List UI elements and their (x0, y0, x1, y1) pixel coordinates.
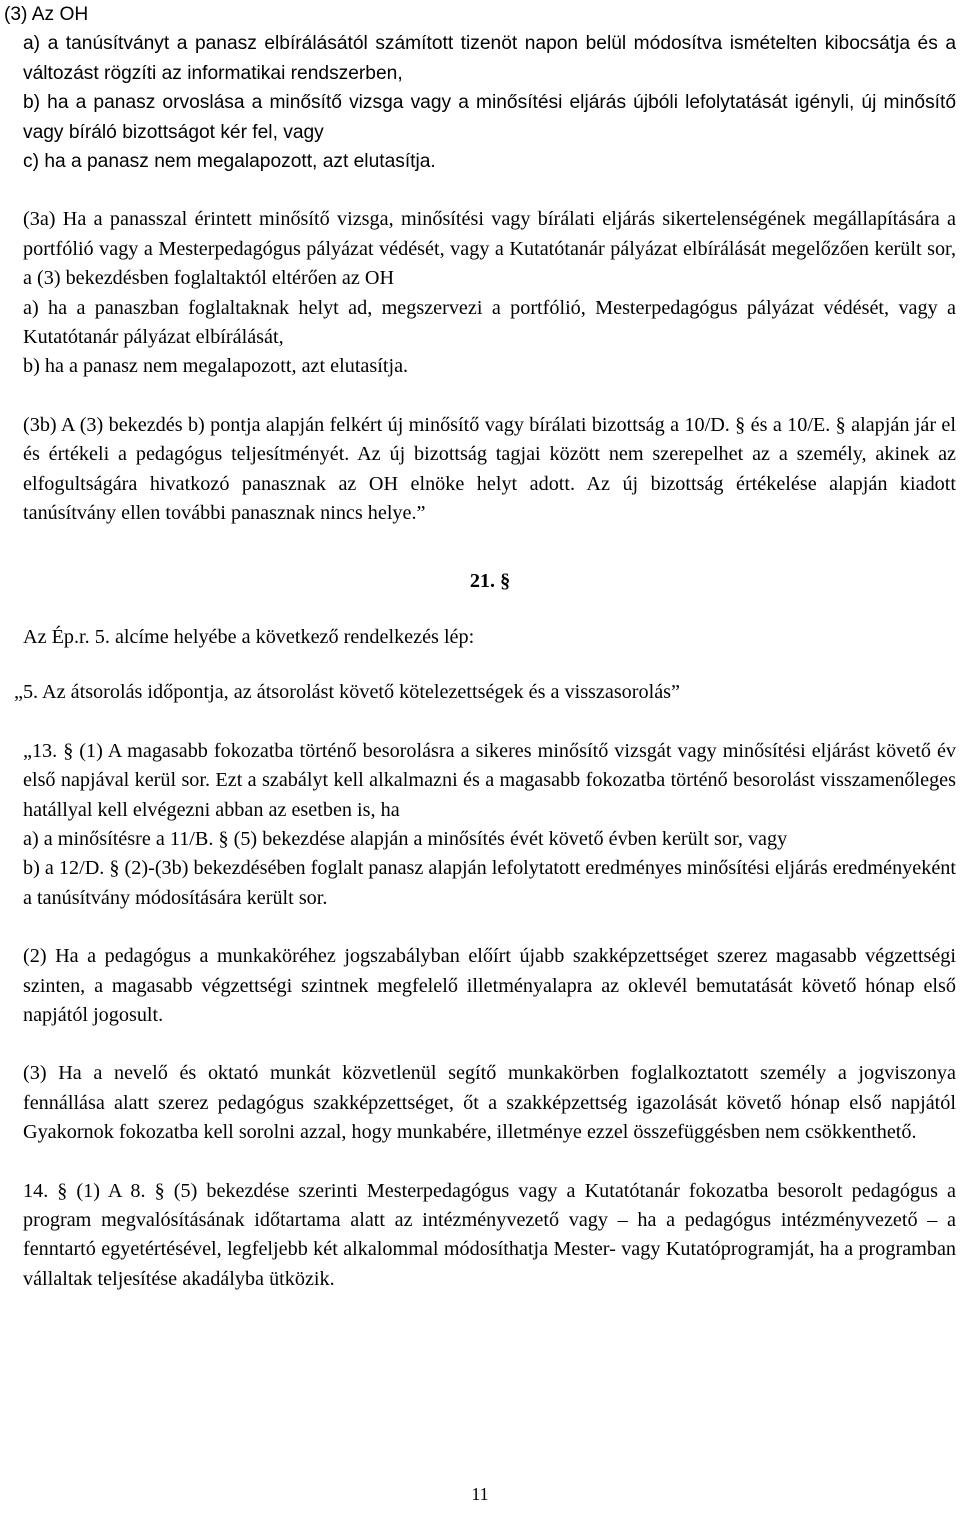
list-item-a: a) ha a panaszban foglaltaknak helyt ad, megszervezi a portfólió, Mesterpedagógus pályázat védését, vagy a Kutatótanár pályázat elbírálását, (23, 296, 956, 349)
paragraph-3b (4, 411, 956, 529)
section-number: 21. § (469, 569, 511, 592)
oh-section-3 (4, 0, 956, 176)
subtitle-quote: „5. Az átsorolás időpontja, az átsorolást követő kötelezettségek és a visszasorolás” (14, 681, 680, 704)
section-21 (4, 567, 956, 708)
list-item-b: b) a 12/D. § (2)-(3b) bekezdésében foglalt panasz alapján lefolytatott eredményes minősítési eljárás eredményeként a tanúsítvány módosítására került sor. (23, 857, 956, 909)
amendment-intro: Az Ép.r. 5. alcíme helyébe a következő rendelkezés lép: (23, 625, 475, 648)
paragraph-text: (3a) Ha a panasszal érintett minősítő vizsga, minősítési vagy bírálati eljárás sikertelenségének megállapítására a portfólió vagy a Mesterpedagógus pályázat védését, vagy a Kutatótanár pályázat elbírálását megelőzően került sor, a (3) bekezdésben foglaltaktól eltérően az OH (23, 208, 956, 290)
paragraph-13 (4, 737, 956, 1148)
paragraph-text: (3b) A (3) bekezdés b) pontja alapján felkért új minősítő vagy bírálati bizottság a 10/D. § és a 10/E. § alapján jár el és értékeli a pedagógus teljesítményét. Az új bizottság tagjai között nem szerepelhet az a személy, akinek az elfogultságára hivatkozó panasznak az OH elnöke helyt adott. Az új bizottság értékelése alapján kiadott tanúsítvány ellen további panasznak nincs helye.” (23, 413, 956, 525)
list-item-b: b) ha a panasz orvoslása a minősítő vizsga vagy a minősítési eljárás újbóli lefolytatását igényli, új minősítő vagy bíráló bizottságot kér fel, vagy (23, 92, 956, 143)
list-item-c: c) ha a panasz nem megalapozott, azt elutasítja. (23, 151, 436, 173)
document-page (4, 0, 956, 1294)
paragraph-text: 14. § (1) A 8. § (5) bekezdése szerinti Mesterpedagógus vagy a Kutatótanár fokozatba besorolt pedagógus a program megvalósításának időtartama alatt az intézményvezető vagy – ha a pedagógus intézményvezető – a fenntartó egyetértésével, legfeljebb két alkalommal módosíthatja Mester- vagy Kutatóprogramját, ha a programban vállaltak teljesítése akadályba ütközik. (23, 1179, 956, 1290)
list-item-b: b) ha a panasz nem megalapozott, azt elutasítja. (23, 355, 409, 378)
paragraph-text: „13. § (1) A magasabb fokozatba történő besorolásra a sikeres minősítő vizsgát vagy minősítési eljárást követő év első napjával kerül sor. Ezt a szabályt kell alkalmazni és a magasabb fokozatba történő besorolást visszamenőleges hatállyal kell elvégezni abban az esetben is, ha (23, 739, 956, 821)
paragraph-text: (3) Ha a nevelő és oktató munkát közvetlenül segítő munkakörben foglalkoztatott személy a jogviszonya fennállása alatt szerez pedagógus szakképzettséget, őt a szakképzettség igazolását követő hónap első napjától Gyakornok fokozatba kell sorolni azzal, hogy munkabére, illetménye ezzel összefüggésben nem csökkenthető. (23, 1062, 956, 1144)
list-item-a: a) a minősítésre a 11/B. § (5) bekezdése alapján a minősítés évét követő évben került sor, vagy (23, 827, 788, 850)
paragraph-3a (4, 205, 956, 381)
page-number: 11 (471, 1484, 489, 1504)
paragraph-14 (4, 1177, 956, 1295)
list-item-a: a) a tanúsítványt a panasz elbírálásától számított tizenöt napon belül módosítva ismételten kibocsátja és a változást rögzíti az informatikai rendszerben, (23, 33, 956, 84)
paragraph-text: (2) Ha a pedagógus a munkaköréhez jogszabályban előírt újabb szakképzettséget szerez magasabb végzettségi szinten, a magasabb végzettségi szintnek megfelelő illetményalapra az oklevél bemutatását követő hónap első napjától jogosult. (23, 945, 956, 1026)
section-heading: (3) Az OH (4, 4, 89, 25)
